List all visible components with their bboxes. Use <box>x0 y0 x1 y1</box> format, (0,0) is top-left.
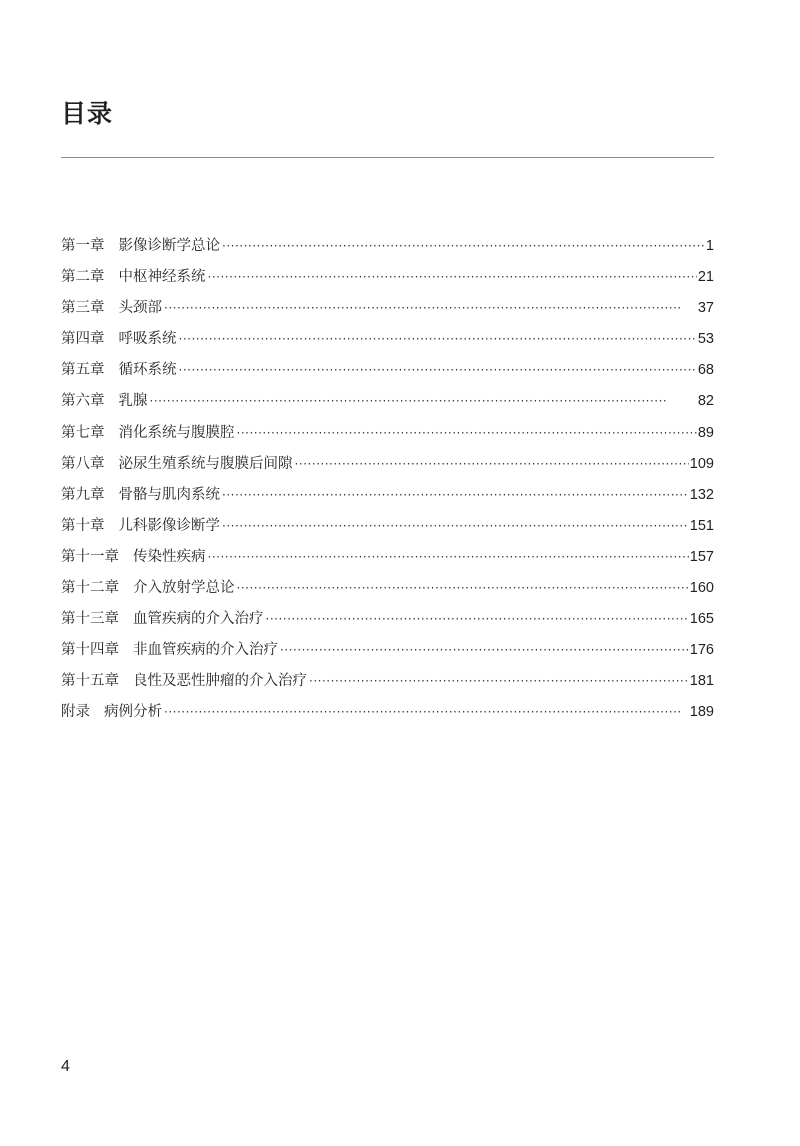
toc-chapter-label: 第五章 <box>61 362 105 379</box>
toc-entry[interactable] <box>61 356 714 387</box>
toc-page-number: 160 <box>689 580 714 597</box>
toc-dot-leader <box>237 419 697 447</box>
toc-dot-leader <box>164 698 689 726</box>
toc-page-number: 1 <box>705 238 714 254</box>
toc-page-number: 37 <box>697 300 714 317</box>
toc-page-number: 189 <box>689 704 714 721</box>
toc-dot-leader <box>237 574 689 602</box>
toc-chapter-name: 呼吸系统 <box>118 331 177 348</box>
toc-chapter-label: 第十五章 <box>61 673 119 690</box>
toc-entry[interactable] <box>61 294 714 325</box>
toc-entry[interactable] <box>61 605 714 636</box>
toc-chapter-name: 骨骼与肌肉系统 <box>118 486 220 503</box>
toc-page-number: 132 <box>689 486 714 503</box>
toc-dot-leader <box>309 667 689 695</box>
toc-chapter-label: 第七章 <box>61 424 105 441</box>
toc-chapter-name: 消化系统与腹膜腔 <box>118 424 235 441</box>
toc-dot-leader <box>280 636 689 664</box>
toc-entry[interactable] <box>61 636 714 667</box>
toc-entry[interactable] <box>61 481 714 512</box>
toc-entry[interactable] <box>61 543 714 574</box>
toc-page-number: 82 <box>697 393 714 410</box>
toc-chapter-label: 第二章 <box>61 269 105 286</box>
toc-chapter-name: 中枢神经系统 <box>118 269 206 286</box>
toc-entry[interactable] <box>61 512 714 543</box>
toc-page-number: 109 <box>689 455 714 472</box>
toc-dot-leader <box>179 325 697 353</box>
toc-page-number: 68 <box>697 362 714 379</box>
toc-chapter-name: 非血管疾病的介入治疗 <box>133 642 278 659</box>
toc-chapter-name: 循环系统 <box>118 362 177 379</box>
toc-chapter-name: 乳腺 <box>118 393 148 410</box>
toc-entry[interactable] <box>61 232 714 263</box>
toc-chapter-name: 影像诊断学总论 <box>118 238 220 254</box>
table-of-contents <box>61 232 714 730</box>
toc-dot-leader <box>179 356 697 384</box>
toc-chapter-name: 头颈部 <box>118 300 162 317</box>
toc-chapter-name: 传染性疾病 <box>133 548 206 565</box>
toc-chapter-label: 附录 <box>61 704 90 721</box>
toc-dot-leader <box>222 232 705 260</box>
page-title: 目录 <box>61 99 114 128</box>
toc-chapter-name: 良性及恶性肿瘤的介入治疗 <box>133 673 307 690</box>
toc-chapter-label: 第八章 <box>61 455 105 472</box>
toc-chapter-label: 第十三章 <box>61 611 119 628</box>
toc-chapter-label: 第三章 <box>61 300 105 317</box>
toc-entry[interactable] <box>61 419 714 450</box>
toc-dot-leader <box>266 605 689 633</box>
toc-entry[interactable] <box>61 450 714 481</box>
toc-dot-leader <box>208 543 689 571</box>
toc-entry[interactable] <box>61 263 714 294</box>
toc-dot-leader <box>150 387 697 415</box>
toc-page-number: 151 <box>689 517 714 534</box>
toc-dot-leader <box>164 294 697 322</box>
toc-dot-leader <box>222 512 689 540</box>
toc-chapter-label: 第四章 <box>61 331 105 348</box>
toc-entry[interactable] <box>61 325 714 356</box>
toc-chapter-name: 介入放射学总论 <box>133 580 235 597</box>
toc-page-number: 176 <box>689 642 714 659</box>
toc-page-number: 165 <box>689 611 714 628</box>
toc-page-number: 181 <box>689 673 714 690</box>
toc-chapter-label: 第一章 <box>61 238 105 254</box>
toc-page-number: 21 <box>697 269 714 286</box>
toc-entry[interactable] <box>61 574 714 605</box>
page-number: 4 <box>61 1058 70 1075</box>
toc-dot-leader <box>295 450 689 478</box>
toc-page-number: 89 <box>697 424 714 441</box>
toc-chapter-label: 第九章 <box>61 486 105 503</box>
toc-chapter-label: 第十一章 <box>61 548 119 565</box>
toc-chapter-name: 泌尿生殖系统与腹膜后间隙 <box>118 455 293 472</box>
toc-entry[interactable] <box>61 387 714 418</box>
toc-chapter-name: 病例分析 <box>104 704 162 721</box>
toc-page-number: 53 <box>697 331 714 348</box>
toc-entry[interactable] <box>61 698 714 729</box>
toc-entry[interactable] <box>61 667 714 698</box>
toc-chapter-name: 儿科影像诊断学 <box>118 517 220 534</box>
toc-chapter-label: 第十四章 <box>61 642 119 659</box>
toc-dot-leader <box>222 481 689 509</box>
toc-chapter-label: 第十二章 <box>61 580 119 597</box>
toc-chapter-name: 血管疾病的介入治疗 <box>133 611 264 628</box>
toc-dot-leader <box>208 263 697 291</box>
title-divider <box>61 157 714 158</box>
toc-chapter-label: 第十章 <box>61 517 105 534</box>
toc-chapter-label: 第六章 <box>61 393 105 410</box>
toc-page-number: 157 <box>689 548 714 565</box>
